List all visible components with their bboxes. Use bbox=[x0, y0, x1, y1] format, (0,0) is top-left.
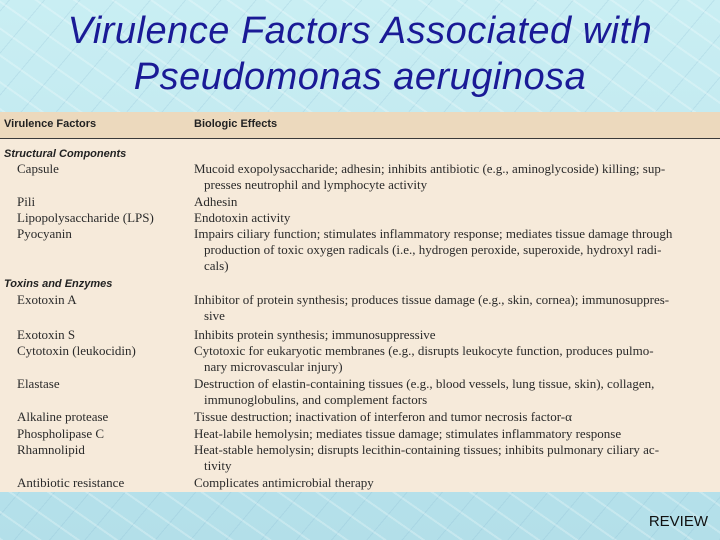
effect-line: Inhibitor of protein synthesis; produces tissue damage (e.g., skin, cornea); immunosuppres- bbox=[194, 292, 670, 307]
effect-pili bbox=[194, 194, 718, 210]
factor-pili: Pili bbox=[17, 194, 36, 209]
slide-title-line-1: Virulence Factors Associated with bbox=[67, 10, 653, 52]
effect-phospholipase-c bbox=[194, 426, 718, 442]
factor-capsule: Capsule bbox=[17, 161, 59, 176]
effect-line: immunoglobulins, and complement factors bbox=[204, 392, 428, 407]
effect-line: Complicates antimicrobial therapy bbox=[194, 475, 374, 490]
factor-elastase: Elastase bbox=[17, 376, 60, 391]
effect-line: Tissue destruction; inactivation of interferon and tumor necrosis factor-α bbox=[194, 409, 572, 424]
effect-line: Endotoxin activity bbox=[194, 210, 291, 225]
factor-exotoxin-s: Exotoxin S bbox=[17, 327, 76, 342]
factor-antibiotic-resistance: Antibiotic resistance bbox=[17, 475, 125, 490]
effect-line: Heat-stable hemolysin; disrupts lecithin-containing tissues; inhibits pulmonary ciliary ac- bbox=[194, 442, 660, 457]
effect-line: cals) bbox=[204, 258, 229, 273]
effect-exotoxin-a bbox=[194, 292, 718, 324]
effect-line: Cytotoxic for eukaryotic membranes (e.g., disrupts leukocyte function, produces pulmo- bbox=[194, 343, 654, 358]
review-label[interactable]: REVIEW bbox=[648, 513, 708, 530]
effect-exotoxin-s bbox=[194, 327, 718, 343]
factor-lps: Lipopolysaccharide (LPS) bbox=[17, 210, 154, 225]
section-heading-toxins: Toxins and Enzymes bbox=[4, 278, 113, 290]
section-heading-structural: Structural Components bbox=[4, 148, 127, 160]
effect-line: Inhibits protein synthesis; immunosuppressive bbox=[194, 327, 436, 342]
effect-cytotoxin bbox=[194, 343, 718, 375]
table-header bbox=[0, 112, 720, 138]
effect-rhamnolipid bbox=[194, 442, 718, 474]
effect-line: Heat-labile hemolysin; mediates tissue damage; stimulates inflammatory response bbox=[194, 426, 622, 441]
effect-capsule bbox=[194, 161, 718, 193]
header-biologic-effects: Biologic Effects bbox=[194, 118, 278, 130]
effect-line: nary microvascular injury) bbox=[204, 359, 343, 374]
effect-pyocyanin bbox=[194, 226, 718, 274]
effect-line: tivity bbox=[204, 458, 232, 473]
effect-elastase bbox=[194, 376, 718, 408]
effect-alkaline-protease bbox=[194, 409, 718, 425]
effect-line: production of toxic oxygen radicals (i.e., hydrogen peroxide, superoxide, hydroxyl radi- bbox=[204, 242, 662, 257]
factor-exotoxin-a: Exotoxin A bbox=[17, 292, 77, 307]
effect-line: Impairs ciliary function; stimulates inflammatory response; mediates tissue damage through bbox=[194, 226, 673, 241]
header-virulence-factors: Virulence Factors bbox=[4, 118, 97, 130]
effect-line: presses neutrophil and lymphocyte activity bbox=[204, 177, 428, 192]
effect-antibiotic-resistance bbox=[194, 475, 718, 491]
header-divider bbox=[0, 138, 720, 139]
slide-title bbox=[0, 8, 720, 100]
factor-pyocyanin: Pyocyanin bbox=[17, 226, 72, 241]
effect-lps bbox=[194, 210, 718, 226]
effect-line: Destruction of elastin-containing tissues (e.g., blood vessels, lung tissue, skin), collagen, bbox=[194, 376, 655, 391]
slide-title-line-2: Pseudomonas aeruginosa bbox=[133, 56, 587, 98]
factor-cytotoxin: Cytotoxin (leukocidin) bbox=[17, 343, 136, 358]
effect-line: Adhesin bbox=[194, 194, 238, 209]
effect-line: Mucoid exopolysaccharide; adhesin; inhibits antibiotic (e.g., aminoglycoside) killing; sup- bbox=[194, 161, 666, 176]
factor-phospholipase-c: Phospholipase C bbox=[17, 426, 105, 441]
factor-alkaline-protease: Alkaline protease bbox=[17, 409, 109, 424]
virulence-factors-table bbox=[0, 112, 720, 492]
effect-line: sive bbox=[204, 308, 225, 323]
factor-rhamnolipid: Rhamnolipid bbox=[17, 442, 85, 457]
